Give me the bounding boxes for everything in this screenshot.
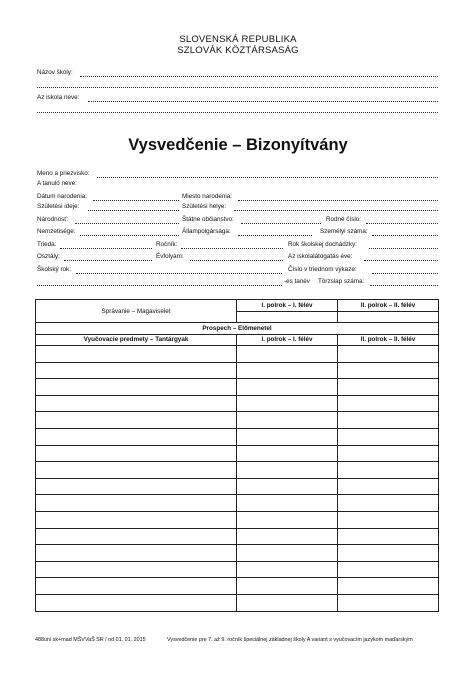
subject-grade-semester-1[interactable] bbox=[237, 462, 338, 479]
subject-grade-semester-1[interactable] bbox=[237, 379, 338, 396]
subject-name-cell[interactable] bbox=[36, 478, 237, 495]
behavior-label: Správanie – Magaviselet bbox=[36, 300, 237, 323]
subject-name-cell[interactable] bbox=[36, 528, 237, 545]
subject-grade-semester-1[interactable] bbox=[237, 395, 338, 412]
citizenship-hu-field[interactable] bbox=[238, 229, 312, 236]
grade-hu-field[interactable] bbox=[190, 254, 283, 261]
birth-place-label: Miesto narodenia: bbox=[182, 193, 233, 200]
subject-grade-semester-1[interactable] bbox=[237, 545, 338, 562]
subject-grade-semester-2[interactable] bbox=[338, 412, 439, 429]
subject-row bbox=[36, 511, 439, 528]
subject-name-cell[interactable] bbox=[36, 495, 237, 512]
class-label: Trieda: bbox=[37, 241, 57, 248]
country-name-hu: SZLOVÁK KÖZTÁRSASÁG bbox=[177, 45, 299, 56]
school-year-label: Školský rok: bbox=[37, 266, 71, 273]
subject-name-cell[interactable] bbox=[36, 362, 237, 379]
school-name-field-2[interactable] bbox=[37, 81, 438, 88]
school-name-hu-field[interactable] bbox=[88, 95, 438, 102]
subjects-semester-1-header: I. polrok – I. félév bbox=[237, 334, 338, 346]
subject-grade-semester-2[interactable] bbox=[338, 594, 439, 611]
subject-grade-semester-1[interactable] bbox=[237, 561, 338, 578]
school-year-attendance-label: Rok školskej dochádzky: bbox=[288, 241, 357, 248]
birth-date-hu-field[interactable] bbox=[88, 204, 179, 211]
school-name-field[interactable] bbox=[80, 70, 438, 77]
subject-grade-semester-2[interactable] bbox=[338, 346, 439, 363]
subject-grade-semester-2[interactable] bbox=[338, 445, 439, 462]
citizenship-hu-label: Állampolgársága: bbox=[182, 228, 231, 235]
register-number-field[interactable] bbox=[372, 267, 438, 274]
subject-grade-semester-2[interactable] bbox=[338, 511, 439, 528]
subject-grade-semester-2[interactable] bbox=[338, 495, 439, 512]
subjects-header: Vyučovacie predmety – Tantárgyak bbox=[36, 334, 237, 346]
subject-grade-semester-2[interactable] bbox=[338, 528, 439, 545]
school-name-hu-field-2[interactable] bbox=[37, 106, 438, 113]
subject-grade-semester-1[interactable] bbox=[237, 428, 338, 445]
semester-1-header: I. polrok – I. félév bbox=[237, 300, 338, 312]
nationality-hu-label: Nemzetisége: bbox=[37, 228, 76, 235]
subject-row bbox=[36, 462, 439, 479]
master-sheet-number-field[interactable] bbox=[370, 279, 438, 286]
subject-grade-semester-1[interactable] bbox=[237, 511, 338, 528]
subjects-header-row bbox=[36, 334, 439, 346]
subject-grade-semester-2[interactable] bbox=[338, 379, 439, 396]
grade-field[interactable] bbox=[181, 242, 283, 249]
behavior-grade-semester-1[interactable] bbox=[237, 311, 338, 323]
subject-name-cell[interactable] bbox=[36, 428, 237, 445]
birth-place-field[interactable] bbox=[238, 194, 438, 201]
school-year-field[interactable] bbox=[76, 267, 282, 274]
subject-name-cell[interactable] bbox=[36, 379, 237, 396]
nationality-label: Národnosť: bbox=[37, 216, 69, 223]
birth-place-hu-label: Születési helye: bbox=[182, 203, 227, 210]
birth-date-field[interactable] bbox=[93, 194, 179, 201]
subject-grade-semester-2[interactable] bbox=[338, 462, 439, 479]
subject-row bbox=[36, 495, 439, 512]
attendance-year-hu-label: Az iskolalátogatás éve: bbox=[288, 253, 353, 260]
progress-header-row bbox=[36, 323, 439, 335]
subject-row bbox=[36, 395, 439, 412]
subject-name-cell[interactable] bbox=[36, 445, 237, 462]
school-year-hu-field[interactable] bbox=[37, 279, 282, 286]
subject-row bbox=[36, 362, 439, 379]
progress-heading: Prospech – Előmenetel bbox=[36, 323, 439, 335]
grades-table bbox=[35, 299, 439, 612]
subject-row bbox=[36, 412, 439, 429]
subject-grade-semester-1[interactable] bbox=[237, 578, 338, 595]
birth-date-hu-label: Születési ideje: bbox=[37, 203, 80, 210]
subject-grade-semester-2[interactable] bbox=[338, 478, 439, 495]
birth-date-label: Dátum narodenia: bbox=[37, 193, 88, 200]
class-hu-label: Osztály: bbox=[37, 253, 60, 260]
subject-name-cell[interactable] bbox=[36, 545, 237, 562]
subject-grade-semester-2[interactable] bbox=[338, 395, 439, 412]
birth-place-hu-field[interactable] bbox=[234, 204, 438, 211]
subject-row bbox=[36, 545, 439, 562]
form-code: 488uni sk+mad MŠVVaŠ SR / od 01. 01. 2015 bbox=[35, 637, 146, 643]
subject-grade-semester-1[interactable] bbox=[237, 412, 338, 429]
school-year-hu-suffix: -es tanév bbox=[284, 278, 310, 285]
citizenship-field[interactable] bbox=[241, 217, 321, 224]
subject-grade-semester-1[interactable] bbox=[237, 346, 338, 363]
subject-name-cell[interactable] bbox=[36, 578, 237, 595]
grade-label: Ročník: bbox=[156, 241, 178, 248]
subject-name-cell[interactable] bbox=[36, 462, 237, 479]
birth-number-field[interactable] bbox=[366, 217, 438, 224]
subject-row bbox=[36, 578, 439, 595]
subject-row bbox=[36, 428, 439, 445]
name-field[interactable] bbox=[97, 171, 438, 178]
subject-row bbox=[36, 379, 439, 396]
document-title: Vysvedčenie – Bizonyítvány bbox=[128, 136, 348, 154]
master-sheet-number-label: Törzslap száma: bbox=[318, 278, 365, 285]
personal-number-label: Személyi száma: bbox=[320, 228, 368, 235]
behavior-grade-semester-2[interactable] bbox=[338, 311, 439, 323]
school-year-attendance-field[interactable] bbox=[369, 242, 438, 249]
nationality-hu-field[interactable] bbox=[80, 229, 179, 236]
subject-row bbox=[36, 346, 439, 363]
subject-name-cell[interactable] bbox=[36, 346, 237, 363]
subject-grade-semester-2[interactable] bbox=[338, 578, 439, 595]
class-hu-field[interactable] bbox=[64, 254, 152, 261]
personal-number-field[interactable] bbox=[372, 229, 438, 236]
subject-grade-semester-2[interactable] bbox=[338, 428, 439, 445]
subject-grade-semester-1[interactable] bbox=[237, 478, 338, 495]
grade-hu-label: Évfolyam: bbox=[156, 253, 184, 260]
behavior-header-row bbox=[36, 300, 439, 312]
subject-grade-semester-2[interactable] bbox=[338, 545, 439, 562]
name-label: Meno a priezvisko: bbox=[37, 170, 90, 177]
subject-row bbox=[36, 561, 439, 578]
birth-number-label: Rodné číslo: bbox=[326, 216, 362, 223]
subject-name-cell[interactable] bbox=[36, 594, 237, 611]
country-name-sk: SLOVENSKÁ REPUBLIKA bbox=[179, 34, 297, 45]
subject-name-cell[interactable] bbox=[36, 511, 237, 528]
subject-grade-semester-1[interactable] bbox=[237, 594, 338, 611]
form-description: Vysvedčenie pre 7. až 9. ročník špeciálnej základnej školy A variant s vyučovacím jazykom maďarským bbox=[167, 637, 413, 643]
subject-name-cell[interactable] bbox=[36, 395, 237, 412]
register-number-label: Číslo v triednom výkaze: bbox=[288, 266, 357, 273]
subject-row bbox=[36, 478, 439, 495]
semester-2-header: II. polrok – II. félév bbox=[338, 300, 439, 312]
subject-name-cell[interactable] bbox=[36, 412, 237, 429]
citizenship-label: Štátne občianstvo: bbox=[182, 216, 234, 223]
subject-grade-semester-1[interactable] bbox=[237, 528, 338, 545]
attendance-year-hu-field[interactable] bbox=[364, 254, 438, 261]
school-name-hu-label: Az iskola neve: bbox=[37, 94, 80, 101]
subject-grade-semester-2[interactable] bbox=[338, 362, 439, 379]
subjects-semester-2-header: II. polrok – II. félév bbox=[338, 334, 439, 346]
subject-row bbox=[36, 445, 439, 462]
subject-row bbox=[36, 528, 439, 545]
subject-row bbox=[36, 594, 439, 611]
class-field[interactable] bbox=[60, 242, 152, 249]
school-name-label: Názov školy: bbox=[37, 69, 73, 76]
subject-grade-semester-1[interactable] bbox=[237, 362, 338, 379]
subject-grade-semester-1[interactable] bbox=[237, 495, 338, 512]
subject-grade-semester-2[interactable] bbox=[338, 561, 439, 578]
student-name-label: A tanuló neve: bbox=[37, 180, 77, 187]
subject-name-cell[interactable] bbox=[36, 561, 237, 578]
nationality-field[interactable] bbox=[75, 217, 179, 224]
subject-grade-semester-1[interactable] bbox=[237, 445, 338, 462]
